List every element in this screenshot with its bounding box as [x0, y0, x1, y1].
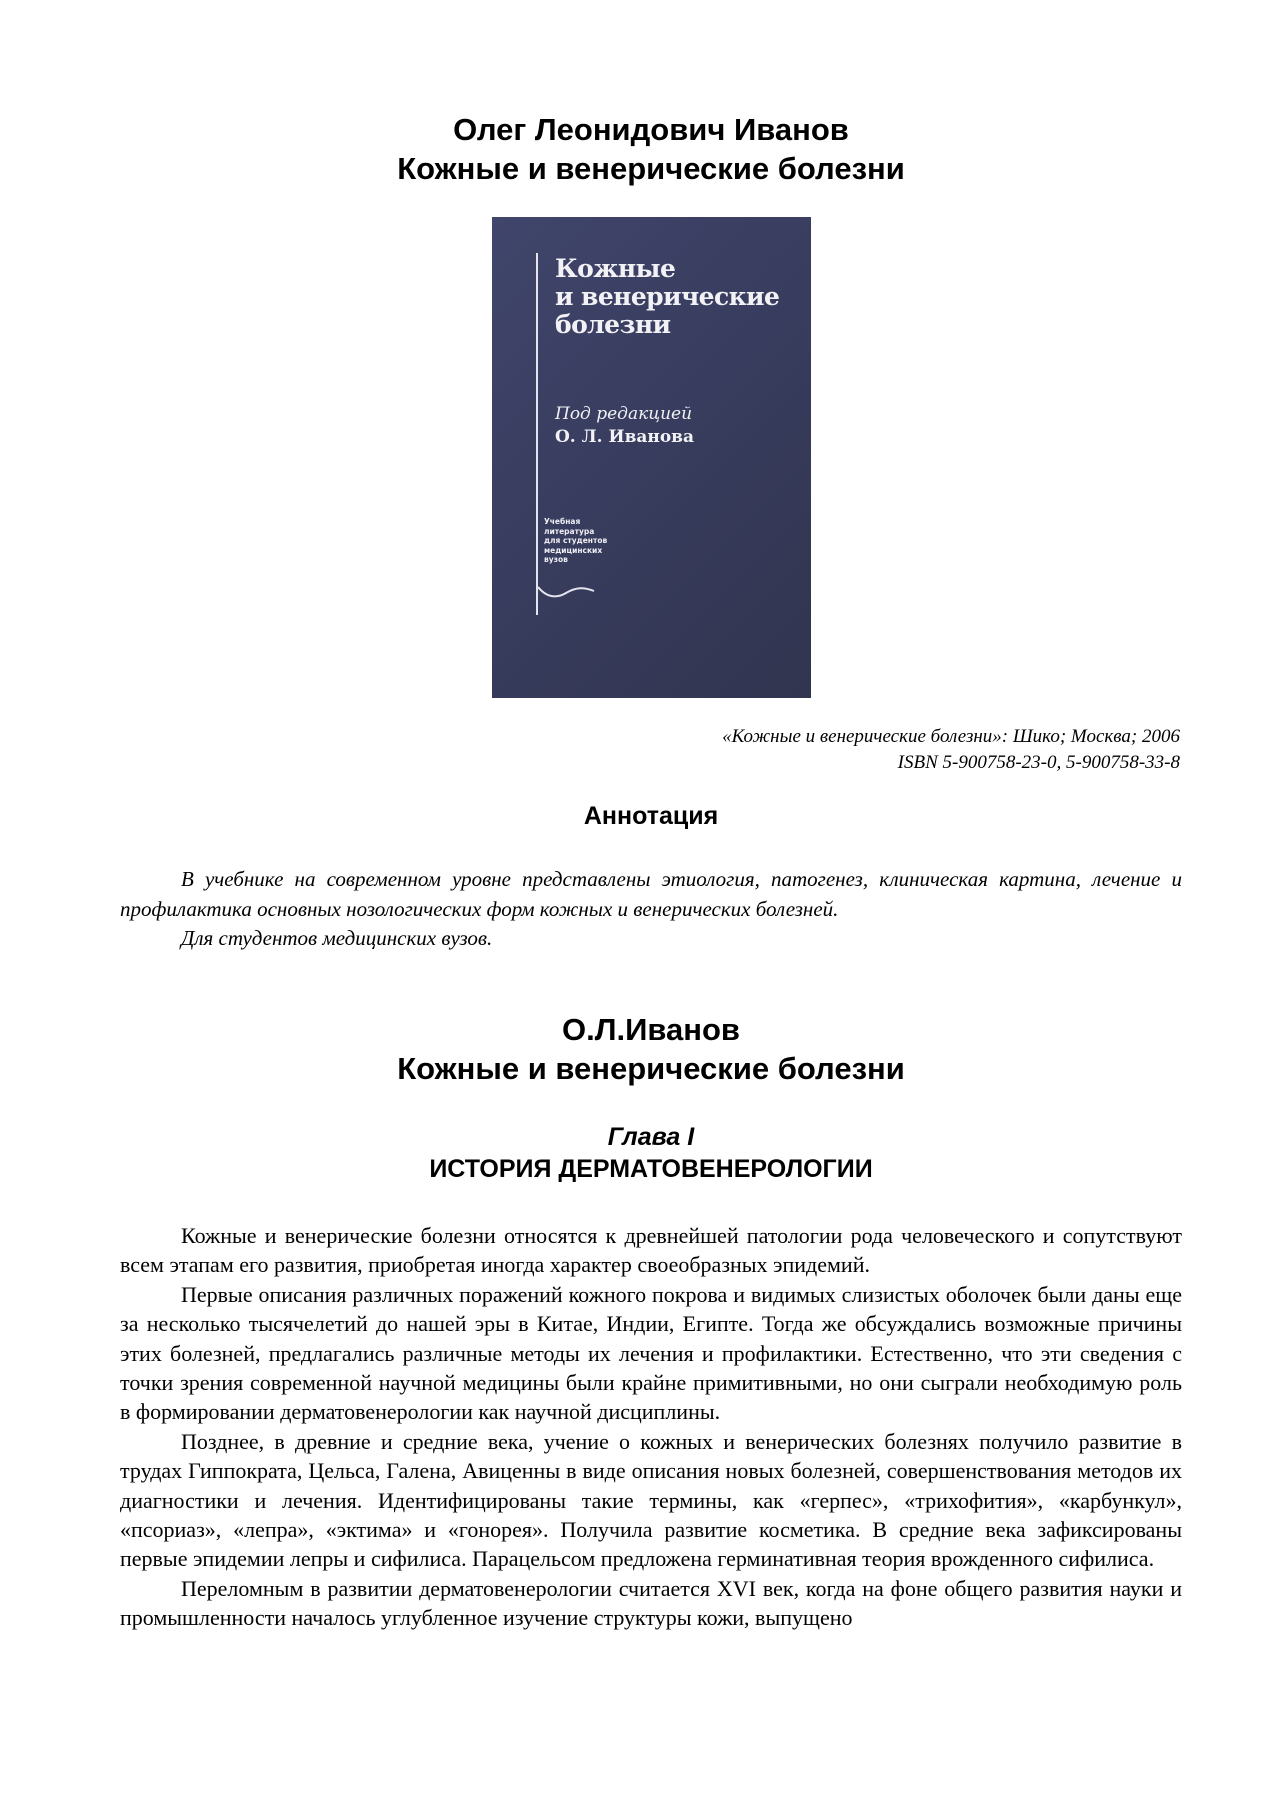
chapter-heading	[120, 1121, 1182, 1185]
publication-source: «Кожные и венерические болезни»: Шико; Москва; 2006	[722, 726, 1180, 747]
section-book-title: Кожные и венерические болезни	[397, 1051, 905, 1086]
cover-wave-mark-icon	[538, 583, 598, 603]
chapter-title: ИСТОРИЯ ДЕРМАТОВЕНЕРОЛОГИИ	[429, 1155, 873, 1183]
chapter-body	[120, 1221, 1182, 1633]
cover-editor-name: О. Л. Иванова	[555, 427, 695, 447]
cover-title: Кожные и венерические болезни	[555, 254, 780, 339]
book-title: Кожные и венерические болезни	[397, 151, 905, 186]
annotation-paragraph: Для студентов медицинских вузов.	[181, 926, 493, 950]
cover-editor-caption: Под редакцией	[555, 404, 693, 424]
book-cover-image	[492, 217, 811, 698]
annotation-text	[120, 865, 1182, 954]
body-paragraph: Позднее, в древние и средние века, учение о кожных и венерических болезнях получило развитие в трудах Гиппократа, Цельса, Галена, Авиценны в виде описания новых болезней, совершенствования методов их диагностики и лечения. Идентифицированы такие термины, как «герпес», «трихофития», «карбункул», «псориаз», «лепра», «эктима» и «гонорея». Получила развитие косметика. В средние века зафиксированы первые эпидемии лепры и сифилиса. Парацельсом предложена герминативная теория врожденного сифилиса.	[120, 1428, 1182, 1572]
section-title	[120, 1010, 1182, 1088]
cover-editor	[555, 403, 694, 449]
cover-vertical-rule	[536, 253, 538, 615]
annotation-paragraph: В учебнике на современном уровне представлены этиология, патогенез, клиническая картина, лечение и профилактика основных нозологических форм кожных и венерических болезней.	[120, 867, 1182, 921]
document-title	[120, 110, 1182, 188]
section-author: О.Л.Иванов	[562, 1012, 740, 1047]
author-name: Олег Леонидович Иванов	[453, 112, 849, 147]
cover-series-text: Учебная литература для студентов медицинских вузов	[544, 517, 608, 564]
publication-isbn: ISBN 5-900758-23-0, 5-900758-33-8	[897, 752, 1180, 773]
body-paragraph: Кожные и венерические болезни относятся к древнейшей патологии рода человеческого и сопутствуют всем этапам его развития, приобретая иногда характер своеобразных эпидемий.	[120, 1223, 1182, 1278]
body-paragraph: Первые описания различных поражений кожного покрова и видимых слизистых оболочек были даны еще за несколько тысячелетий до нашей эры в Китае, Индии, Египте. Тогда же обсуждались возможные причины этих болезней, предлагались различные методы их лечения и профилактики. Естественно, что эти сведения с точки зрения современной научной медицины были крайне примитивными, но они сыграли необходимую роль в формировании дерматовенерологии как научной дисциплины.	[120, 1281, 1182, 1425]
publication-info	[722, 724, 1180, 776]
chapter-number: Глава I	[607, 1123, 695, 1151]
annotation-heading: Аннотация	[583, 802, 719, 830]
body-paragraph: Переломным в развитии дерматовенерологии считается XVI век, когда на фоне общего развития науки и промышленности началось углубленное изучение структуры кожи, выпущено	[120, 1575, 1182, 1631]
